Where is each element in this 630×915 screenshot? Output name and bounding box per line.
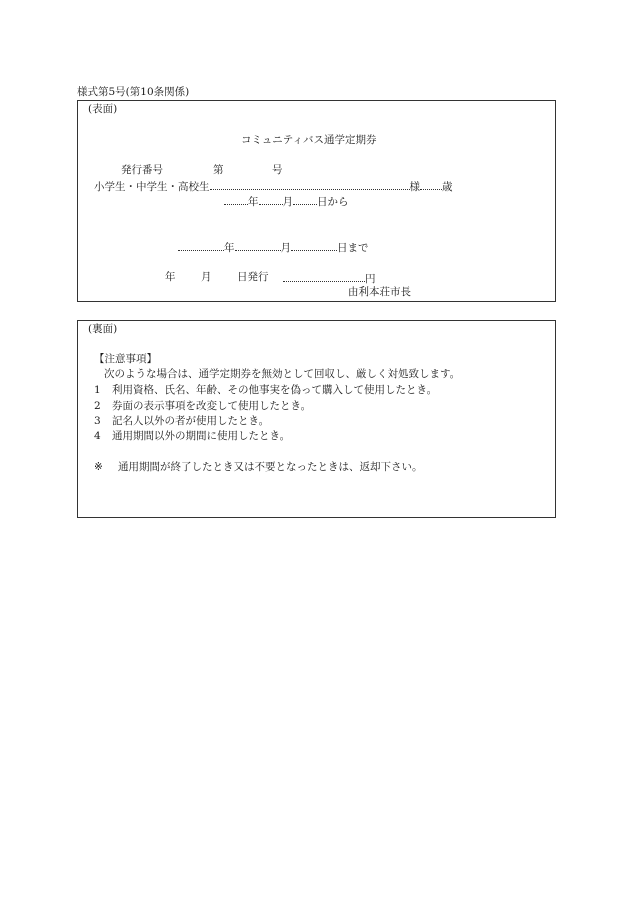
- notice-item: [94, 384, 437, 397]
- issue-number-prefix: 第: [213, 164, 224, 176]
- grade-types: 小学生・中学生・高校生: [94, 181, 210, 193]
- until-year-label: 年: [224, 242, 235, 254]
- valid-from-line: [224, 194, 349, 209]
- item-number: 1: [94, 384, 101, 396]
- item-number: 3: [94, 415, 101, 427]
- item-text: 利用資格、氏名、年齢、その他事実を偽って購入して使用したとき。: [112, 384, 438, 396]
- until-day-field: [291, 240, 337, 251]
- from-day-field: [293, 194, 317, 205]
- age-unit: 歳: [442, 181, 453, 193]
- student-line: [94, 179, 453, 194]
- remark-mark: ※: [94, 461, 103, 473]
- until-month-field: [235, 240, 281, 251]
- notice-item: [94, 415, 269, 428]
- back-section-label: (裏面): [88, 323, 118, 335]
- item-number: 4: [94, 430, 101, 442]
- valid-until-line: [178, 240, 369, 255]
- until-month-label: 月: [280, 242, 291, 254]
- issue-year-label: 年: [165, 271, 176, 283]
- item-number: 2: [94, 400, 101, 412]
- remark-line: [94, 461, 423, 474]
- from-month-field: [259, 194, 283, 205]
- notice-item: [94, 430, 290, 443]
- pass-title: コミュニティバス通学定期券: [241, 134, 377, 146]
- remark-text: 通用期間が終了したとき又は不要となったときは、返却下さい。: [118, 461, 423, 473]
- issuer-name: 由利本荘市長: [348, 286, 411, 298]
- price-field: [283, 271, 365, 282]
- notice-intro: 次のような場合は、通学定期券を無効として回収し、厳しく対処致します。: [104, 368, 461, 380]
- until-year-field: [178, 240, 224, 251]
- from-month-label: 月: [282, 196, 293, 208]
- name-dotted-field: [210, 179, 410, 190]
- price-line: [283, 271, 376, 286]
- age-dotted-field: [420, 179, 442, 190]
- yen-unit: 円: [365, 273, 376, 285]
- item-text: 通用期間以外の期間に使用したとき。: [112, 430, 291, 442]
- until-day-label: 日まで: [337, 242, 369, 254]
- front-section-label: (表面): [88, 103, 118, 115]
- form-number: 様式第5号(第10条関係): [77, 86, 190, 98]
- item-text: 記名人以外の者が使用したとき。: [112, 415, 270, 427]
- from-day-label: 日から: [317, 196, 349, 208]
- issue-day-label: 日発行: [237, 271, 269, 283]
- notice-heading: 【注意事項】: [94, 353, 157, 365]
- issue-number-suffix: 号: [272, 164, 283, 176]
- item-text: 券面の表示事項を改変して使用したとき。: [112, 400, 312, 412]
- notice-item: [94, 400, 311, 413]
- issue-number-label: 発行番号: [121, 164, 163, 176]
- honorific: 様: [409, 181, 420, 193]
- from-year-label: 年: [248, 196, 259, 208]
- issue-month-label: 月: [201, 271, 212, 283]
- from-year-field: [224, 194, 248, 205]
